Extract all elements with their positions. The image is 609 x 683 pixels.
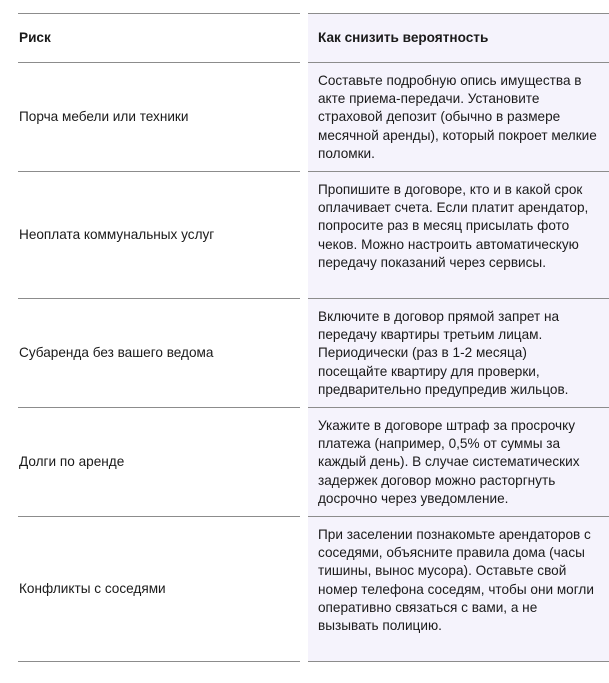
table-header-row bbox=[18, 13, 609, 62]
risk-cell: Конфликты с соседями bbox=[18, 516, 300, 662]
header-mitigation: Как снизить вероятность bbox=[308, 13, 609, 62]
mitigation-cell: Составьте подробную опись имущества в акте приема-передачи. Установите страховой депозит (обычно в размере месячной аренды), который покроет мелкие поломки. bbox=[308, 62, 609, 171]
mitigation-cell: Включите в договор прямой запрет на передачу квартиры третьим лицам. Периодически (раз в 1-2 месяца) посещайте квартиру для проверки, предварительно предупредив жильцов. bbox=[308, 298, 609, 407]
table-row bbox=[18, 516, 609, 662]
table-row bbox=[18, 171, 609, 298]
table-row bbox=[18, 298, 609, 407]
mitigation-cell: Укажите в договоре штраф за просрочку платежа (например, 0,5% от суммы за каждый день). В случае систематических задержек договор можно расторгнуть досрочно через уведомление. bbox=[308, 407, 609, 516]
header-risk: Риск bbox=[18, 13, 300, 62]
table-row bbox=[18, 62, 609, 171]
risk-cell: Долги по аренде bbox=[18, 407, 300, 516]
risk-cell: Субаренда без вашего ведома bbox=[18, 298, 300, 407]
mitigation-cell: При заселении познакомьте арендаторов с соседями, объясните правила дома (часы тишины, вынос мусора). Оставьте свой номер телефона соседям, чтобы они могли оперативно связаться с вами, а не вызывать полицию. bbox=[308, 516, 609, 662]
risk-table bbox=[18, 13, 609, 662]
table-row bbox=[18, 407, 609, 516]
mitigation-cell: Пропишите в договоре, кто и в какой срок оплачивает счета. Если платит арендатор, попросите раз в месяц присылать фото чеков. Можно настроить автоматическую передачу показаний через сервисы. bbox=[308, 171, 609, 298]
risk-cell: Порча мебели или техники bbox=[18, 62, 300, 171]
risk-cell: Неоплата коммунальных услуг bbox=[18, 171, 300, 298]
